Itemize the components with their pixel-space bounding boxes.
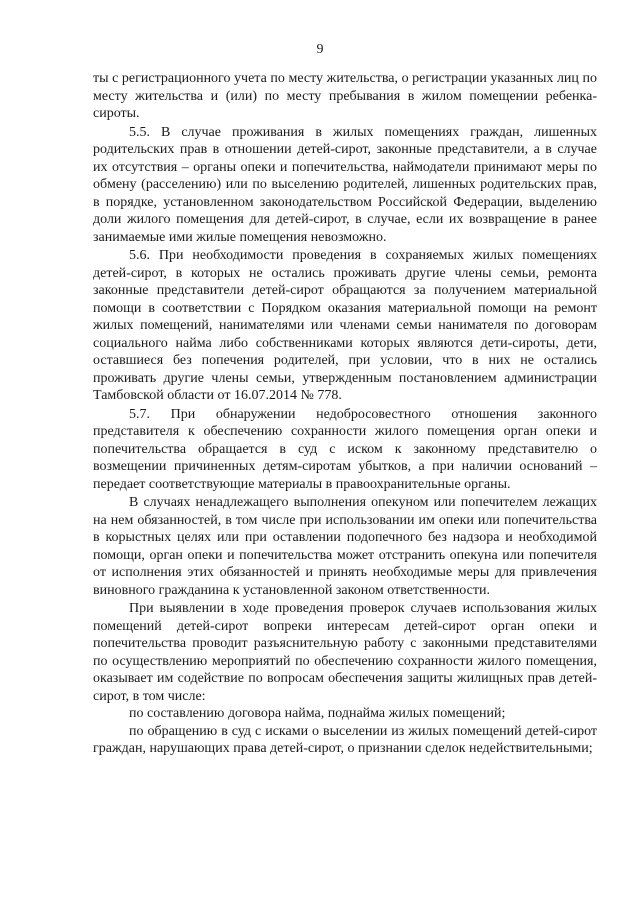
paragraph-5-7: 5.7. При обнаружении недобросовестного отношения законного представителя к обеспечению сохранности жилого помещения орган опеки и попечительства обращается в суд с иском к законному представителю о возмещении причиненных детям-сиротам убытков, а при наличии оснований – передает соответствующие материалы в правоохранительные органы.	[93, 406, 597, 492]
document-body	[93, 70, 597, 758]
page-number: 9	[316, 42, 324, 57]
paragraph-5-6: 5.6. При необходимости проведения в сохраняемых жилых помещениях детей-сирот, в которых не остались проживать другие члены семьи, ремонта законные представители детей-сирот обращаются за получением материальной помощи в соответствии с Порядком оказания материальной помощи на ремонт жилых помещений, нанимателями или членами семьи нанимателя по договорам социального найма либо собственниками которых являются дети-сироты, дети, оставшиеся без попечения родителей, при условии, что в них не остались проживать другие члены семьи, утвержденным постановлением администрации Тамбовской области от 16.07.2014 № 778.	[93, 248, 597, 403]
paragraph-improper-performance: В случаях ненадлежащего выполнения опекуном или попечителем лежащих на нем обязанностей, в том числе при использовании им опеки или попечительства в корыстных целях или при оставлении подопечного без надзора и необходимой помощи, орган опеки и попечительства может отстранить опекуна или попечителя от исполнения этих обязанностей и принять необходимые меры для привлечения виновного гражданина к установленной законом ответственности.	[93, 495, 597, 598]
list-item-lease-agreement: по составлению договора найма, поднайма жилых помещений;	[129, 706, 506, 721]
paragraph-5-5: 5.5. В случае проживания в жилых помещениях граждан, лишенных родительских прав в отношении детей-сирот, законные представители, а в случае их отсутствия – органы опеки и попечительства, наймодатели принимают меры по обмену (расселению) или по выселению родителей, лишенных родительских прав, в порядке, установленном законодательством Российской Федерации, выделению доли жилого помещения для детей-сирот, в случае, если их возвращение в ранее занимаемые ими жилые помещения невозможно.	[93, 124, 597, 245]
paragraph-inspection-findings: При выявлении в ходе проведения проверок случаев использования жилых помещений детей-сирот вопреки интересам детей-сирот орган опеки и попечительства проводит разъяснительную работу с законными представителями по осуществлению мероприятий по обеспечению сохранности жилого помещения, оказывает им содействие по вопросам обеспечения защиты жилищных прав детей-сирот, в том числе:	[93, 601, 597, 704]
list-item-court-claims: по обращению в суд с исками о выселении из жилых помещений детей-сирот граждан, нарушающих права детей-сирот, о признании сделок недействительными;	[93, 723, 597, 756]
paragraph-continuation: ты с регистрационного учета по месту жительства, о регистрации указанных лиц по месту жительства и (или) по месту пребывания в жилом помещении ребенка-сироты.	[93, 71, 597, 121]
